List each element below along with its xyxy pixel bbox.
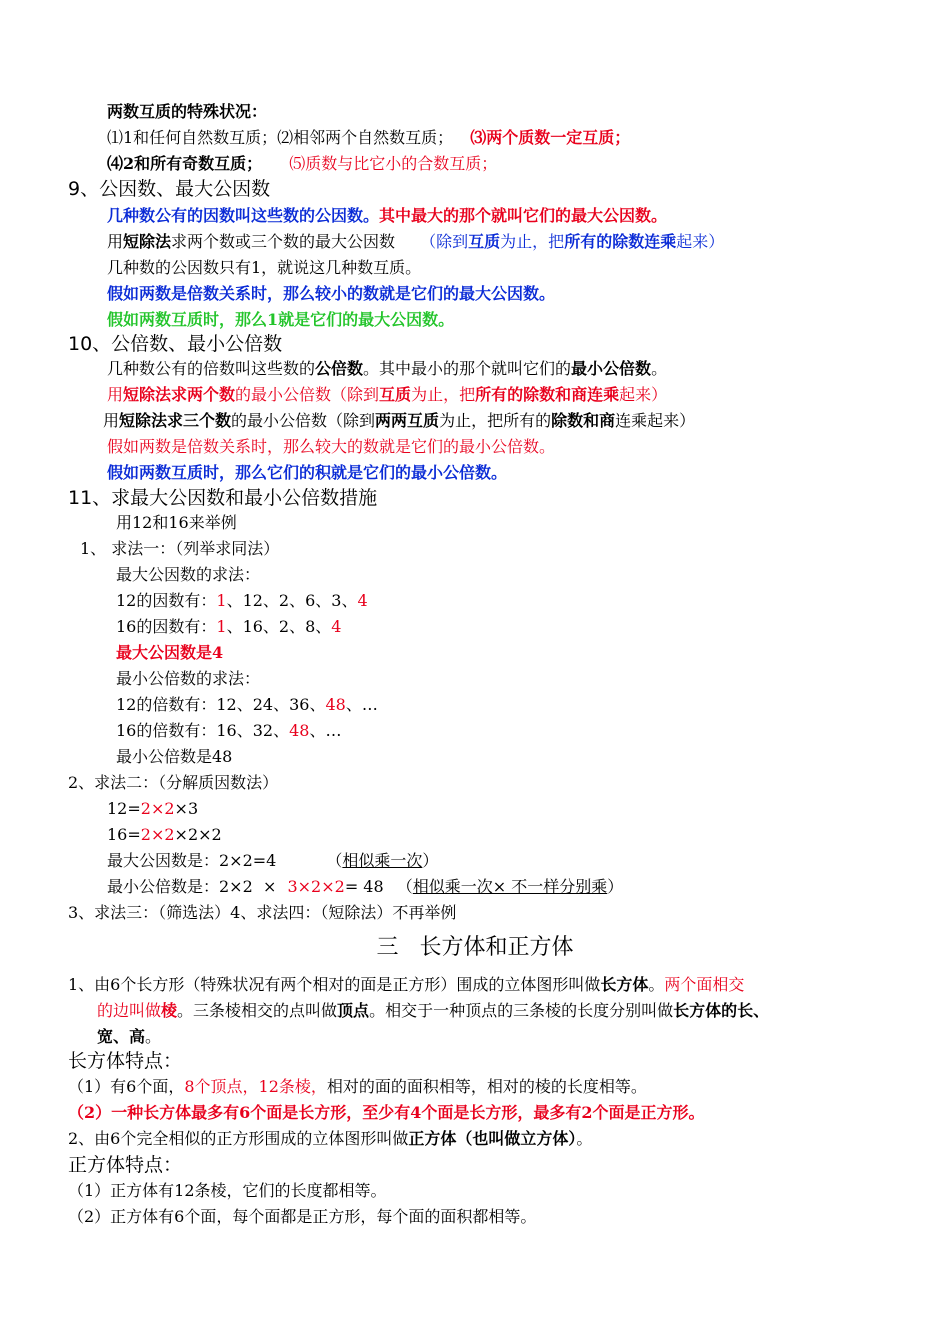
s11-gcd-result: 最大公因数是4 [116, 643, 224, 662]
cb-l2-e: 。相交于一种顶点的三条棱的长度分别叫做 [369, 1001, 674, 1020]
s11-prime-16 [107, 824, 222, 846]
f12-c: 、12、2、6、3、 [226, 591, 358, 610]
gcd2-b: （ [326, 851, 343, 870]
s9-m-f: 为止，把 [500, 232, 565, 251]
s10-r-d: 两两互质 [375, 411, 440, 430]
cb-l1-a: 1、由6个长方形（特殊状况有两个相对的面是正方形）围成的立体图形叫做 [68, 975, 601, 994]
p12-b: 2×2 [140, 799, 175, 818]
s11-methods-3-4: 3、求法三：（筛选法）4、求法四：（短除法）不再举例 [68, 903, 457, 922]
lcm2-b: 3×2×2 [287, 877, 345, 896]
f16-b: 1 [216, 617, 227, 636]
s11-method-2: 2、求法二：（分解质因数法） [68, 773, 279, 792]
s10-r-c: 的最小公倍数（除到 [231, 411, 376, 430]
s10-two-numbers [107, 384, 667, 406]
cb-f1-c: 相对的面的面积相等，相对的棱的长度相等。 [326, 1077, 647, 1096]
s11-gcd-2 [107, 850, 438, 872]
s10-t-c: 的最小公倍数（除到 [235, 385, 380, 404]
lcm2-d: （ [396, 877, 413, 896]
gcd2-d: ） [422, 851, 439, 870]
s9-m-h: 起来） [676, 232, 725, 251]
s11-lcm-result: 最小公倍数是48 [116, 747, 233, 766]
coprime-case-1-2: ⑴1和任何自然数互质；⑵相邻两个自然数互质； [107, 128, 454, 147]
section-10-heading: 10、公倍数、最小公倍数 [68, 333, 283, 355]
p16-c: ×2×2 [174, 825, 222, 844]
cb-f1-b: 8个顶点，12条棱， [184, 1077, 327, 1096]
cube-feature-1: （1）正方体有12条棱，它们的长度都相等。 [68, 1181, 387, 1200]
cube-features-title: 正方体特点： [68, 1154, 183, 1176]
cu-l1-c: 。 [576, 1129, 593, 1148]
m16-c: 、… [309, 721, 342, 740]
cuboid-line-2 [97, 1000, 769, 1022]
cube-line-1 [68, 1128, 592, 1150]
s11-prime-12 [107, 798, 198, 820]
s9-def-common: 几种数公有的因数叫这些数的公因数。 [107, 206, 380, 225]
lcm2-a: 最小公倍数是：2×2 × [107, 877, 277, 896]
cb-l2-b: 棱 [161, 1001, 178, 1020]
section-11-heading: 11、求最大公因数和最小公倍数措施 [68, 487, 378, 509]
s9-definition [107, 205, 667, 227]
s11-method-1: 1、 求法一：（列举求同法） [80, 539, 280, 558]
s11-multiples-16 [116, 720, 341, 742]
f16-d: 4 [331, 617, 342, 636]
cube-feature-2: （2）正方体有6个面，每个面都是正方形，每个面的面积都相等。 [68, 1207, 537, 1226]
f16-c: 、16、2、8、 [226, 617, 332, 636]
s11-multiples-12 [116, 694, 378, 716]
s10-r-b: 短除法求三个数 [119, 411, 232, 430]
lcm2-c: = 48 [344, 877, 384, 896]
cu-l1-a: 2、由6个完全相似的正方形围成的立体图形叫做 [68, 1129, 409, 1148]
section-9-heading: 9、公因数、最大公因数 [68, 178, 271, 200]
m12-b: 48 [325, 695, 346, 714]
s11-lcm-title: 最小公倍数的求法： [116, 669, 261, 688]
cuboid-feature-1 [68, 1076, 647, 1098]
coprime-case-5: ⑸质数与比它小的合数互质； [289, 154, 498, 173]
s11-factors-16 [116, 616, 341, 638]
s10-t-g: 起来） [619, 385, 668, 404]
coprime-case-4: ⑷2和所有奇数互质； [107, 154, 263, 173]
cuboid-feature-2: （2）一种长方体最多有6个面是长方形，至少有4个面是长方形，最多有2个面是正方形。 [68, 1103, 705, 1122]
m12-a: 12的倍数有：12、24、36、 [116, 695, 326, 714]
f16-a: 16的因数有： [116, 617, 217, 636]
s10-t-a: 用 [107, 385, 124, 404]
s10-d-b: 公倍数 [315, 359, 364, 378]
s11-example: 用12和16来举例 [116, 513, 237, 532]
p16-a: 16= [107, 825, 141, 844]
cuboid-line-1 [68, 974, 744, 996]
s10-t-f: 所有的除数和商连乘 [475, 385, 620, 404]
s10-three-numbers [103, 410, 695, 432]
m12-c: 、… [345, 695, 378, 714]
m16-b: 48 [289, 721, 310, 740]
s9-def-greatest: 其中最大的那个就叫它们的最大公因数。 [379, 206, 668, 225]
s10-r-a: 用 [103, 411, 120, 430]
s9-m-d: （除到 [420, 232, 469, 251]
cb-l1-c: 。 [648, 975, 665, 994]
s9-m-c: 求两个数或三个数的最大公因数 [171, 232, 396, 251]
s10-t-b: 短除法求两个数 [123, 385, 236, 404]
s9-only-one: 几种数的公因数只有1，就说这几种数互质。 [107, 258, 422, 277]
cb-l3-end: 。 [145, 1027, 162, 1046]
cuboid-line-3 [97, 1026, 161, 1048]
cu-l1-b: 正方体（也叫做立方体） [408, 1129, 577, 1148]
s10-d-e: 。 [651, 359, 668, 378]
cb-l3: 宽、高 [97, 1027, 146, 1046]
s10-r-f: 除数和商 [551, 411, 616, 430]
s9-m-g: 所有的除数连乘 [564, 232, 677, 251]
coprime-case-3: ⑶两个质数一定互质； [470, 128, 631, 147]
s11-factors-12 [116, 590, 368, 612]
cb-l2-c: 。三条棱相交的点叫做 [177, 1001, 338, 1020]
coprime-line-1 [107, 127, 630, 149]
cuboid-features-title: 长方体特点： [68, 1050, 183, 1072]
s10-multiple: 假如两数是倍数关系时，那么较大的数就是它们的最小公倍数。 [107, 437, 556, 456]
s9-m-a: 用 [107, 232, 124, 251]
s10-t-e: 为止，把 [411, 385, 476, 404]
p12-c: ×3 [174, 799, 199, 818]
lcm2-e: 相似乘一次× 不一样分别乘 [412, 877, 608, 896]
p12-a: 12= [107, 799, 141, 818]
cb-l1-b: 长方体 [600, 975, 649, 994]
cb-l1-d: 两个面相交 [664, 975, 745, 994]
gcd2-a: 最大公因数是：2×2=4 [107, 851, 277, 870]
s9-m-e: 互质 [468, 232, 501, 251]
gcd2-c: 相似乘一次 [342, 851, 423, 870]
cb-l2-d: 顶点 [337, 1001, 370, 1020]
cb-l2-a: 的边叫做 [97, 1001, 162, 1020]
s11-gcd-title: 最大公因数的求法： [116, 565, 261, 584]
m16-a: 16的倍数有：16、32、 [116, 721, 290, 740]
s10-d-a: 几种数公有的倍数叫这些数的 [107, 359, 316, 378]
cb-l2-f: 长方体的长、 [673, 1001, 770, 1020]
s10-d-c: 。其中最小的那个就叫它们的 [363, 359, 572, 378]
coprime-title: 两数互质的特殊状况： [107, 102, 268, 121]
lcm2-f: ） [607, 877, 624, 896]
s9-coprime: 假如两数互质时，那么1就是它们的最大公因数。 [107, 310, 455, 329]
s10-d-d: 最小公倍数 [571, 359, 652, 378]
s9-m-b: 短除法 [123, 232, 172, 251]
f12-a: 12的因数有： [116, 591, 217, 610]
s10-definition [107, 358, 667, 380]
cb-f1-a: （1）有6个面， [68, 1077, 185, 1096]
s10-t-d: 互质 [379, 385, 412, 404]
s9-method [107, 231, 724, 253]
s10-r-g: 连乘起来） [615, 411, 696, 430]
s9-multiple: 假如两数是倍数关系时，那么较小的数就是它们的最大公因数。 [107, 284, 556, 303]
f12-d: 4 [357, 591, 368, 610]
s11-lcm-2 [107, 876, 623, 898]
chapter-title: 三 长方体和正方体 [376, 935, 574, 960]
s10-coprime: 假如两数互质时，那么它们的积就是它们的最小公倍数。 [107, 463, 508, 482]
p16-b: 2×2 [140, 825, 175, 844]
f12-b: 1 [216, 591, 227, 610]
s10-r-e: 为止，把所有的 [439, 411, 552, 430]
coprime-line-2 [107, 153, 497, 175]
